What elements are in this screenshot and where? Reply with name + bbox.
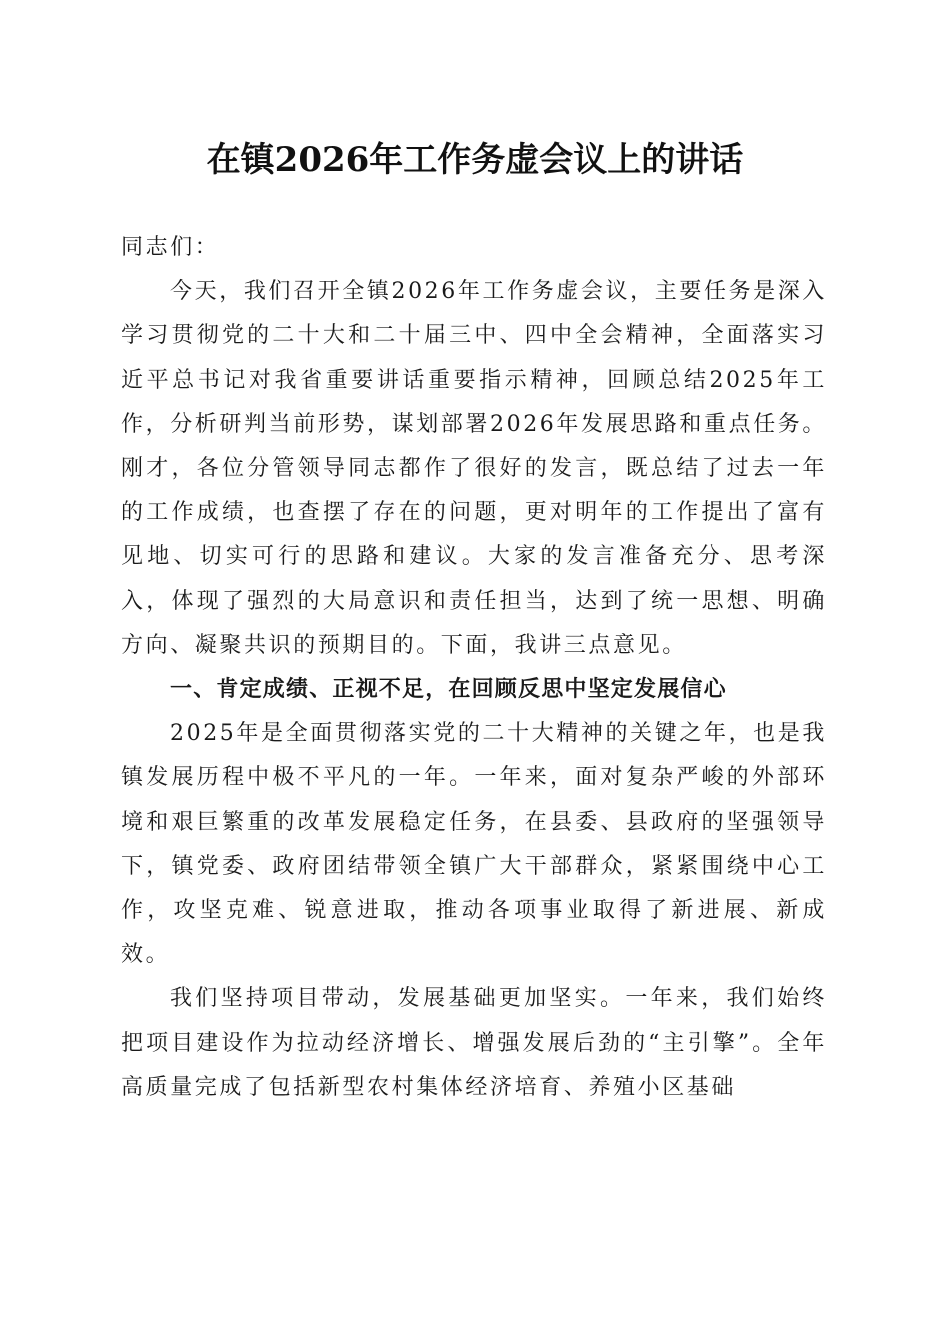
section-heading: 一、肯定成绩、正视不足，在回顾反思中坚定发展信心 bbox=[170, 677, 727, 703]
salutation: 同志们： bbox=[121, 235, 220, 260]
body-paragraph: 2025年是全面贯彻落实党的二十大精神的关键之年，也是我镇发展历程中极不平凡的一年。一年来，面对复杂严峻的外部环境和艰巨繁重的改革发展稳定任务，在县委、县政府的坚强领导下，镇党委、政府团结带领全镇广大干部群众，紧紧围绕中心工作，攻坚克难、锐意进取，推动各项事业取得了新进展、新成效。 bbox=[121, 721, 827, 968]
document-title: 在镇2026年工作务虚会议上的讲话 bbox=[206, 140, 744, 180]
opening-paragraph: 今天，我们召开全镇2026年工作务虚会议，主要任务是深入学习贯彻党的二十大和二十届三中、四中全会精神，全面落实习近平总书记对我省重要讲话重要指示精神，回顾总结2025年工作，分析研判当前形势，谋划部署2026年发展思路和重点任务。刚才，各位分管领导同志都作了很好的发言，既总结了过去一年的工作成绩，也查摆了存在的问题，更对明年的工作提出了富有见地、切实可行的思路和建议。大家的发言准备充分、思考深入，体现了强烈的大局意识和责任担当，达到了统一思想、明确方向、凝聚共识的预期目的。下面，我讲三点意见。 bbox=[121, 279, 827, 658]
body-paragraph: 我们坚持项目带动，发展基础更加坚实。一年来，我们始终把项目建设作为拉动经济增长、增强发展后劲的“主引擎”。全年高质量完成了包括新型农村集体经济培育、养殖小区基础 bbox=[121, 986, 827, 1100]
document-body bbox=[121, 226, 827, 1110]
